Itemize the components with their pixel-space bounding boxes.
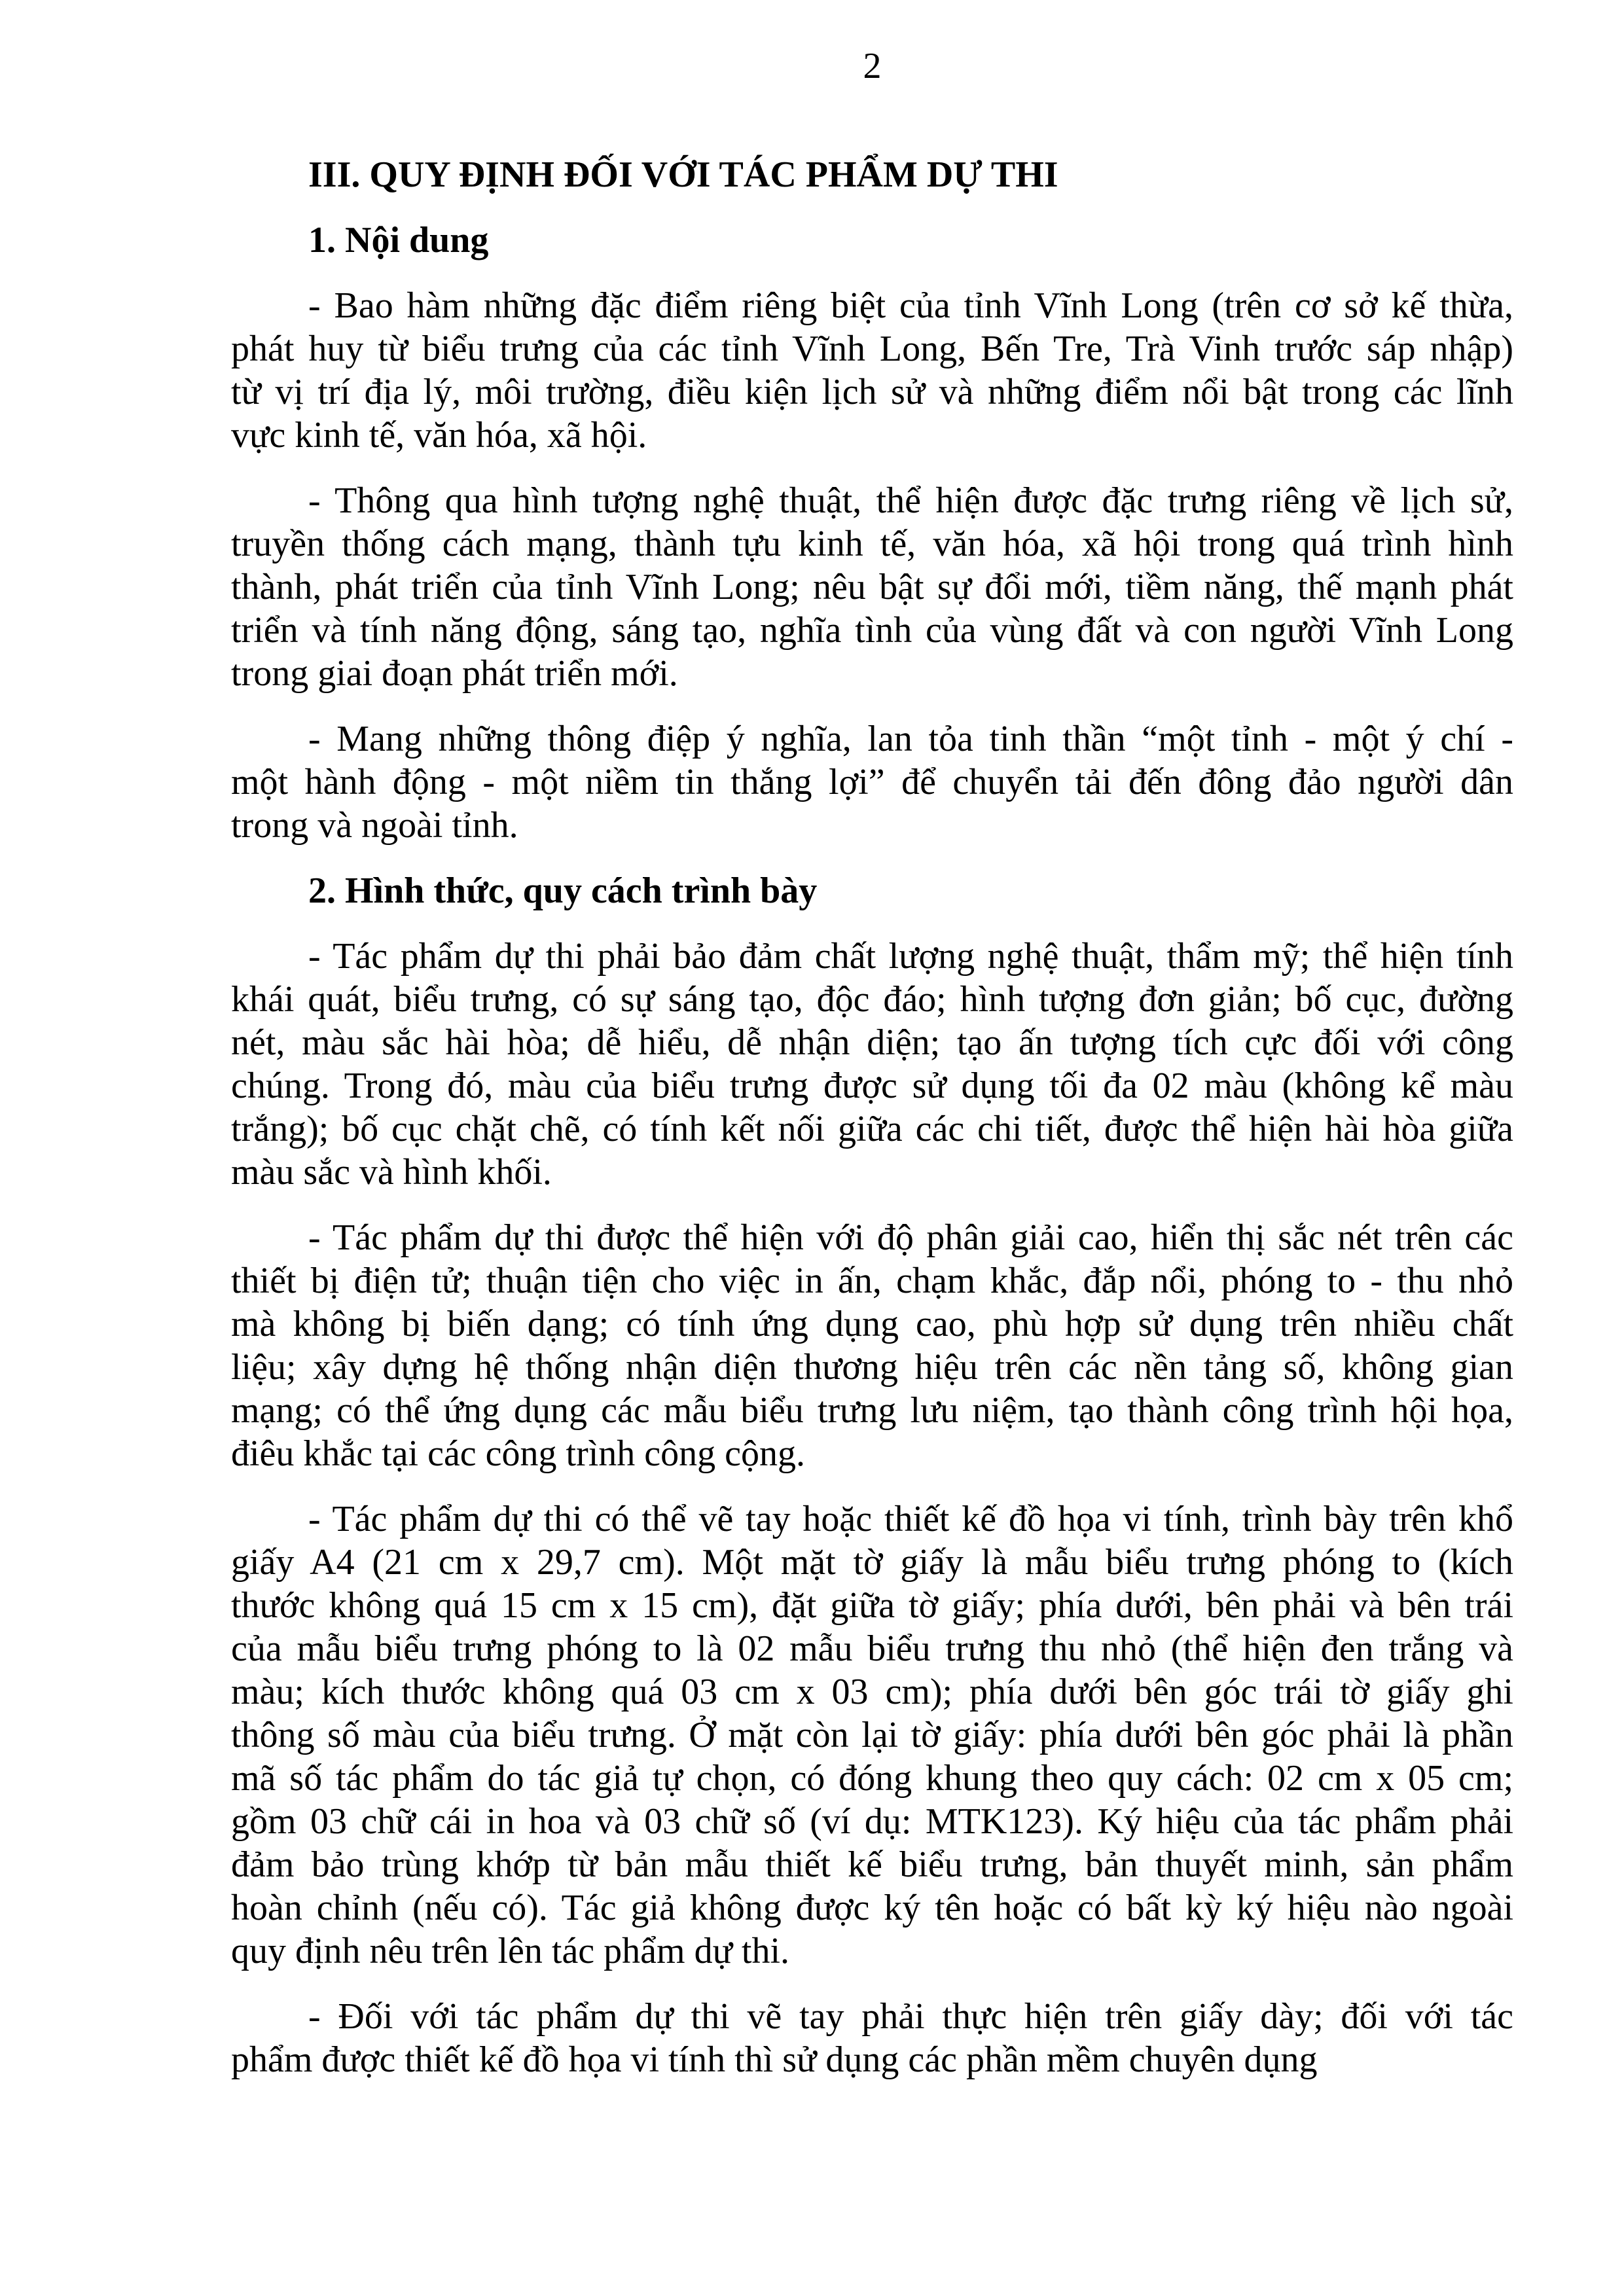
text-line: thông số màu của biểu trưng. Ở mặt còn lại tờ giấy: phía dưới bên góc phải là phần — [231, 1715, 1513, 1755]
text-line: - Bao hàm những đặc điểm riêng biệt của tỉnh Vĩnh Long (trên cơ sở kế thừa, — [308, 285, 1513, 326]
text-line: - Tác phẩm dự thi có thể vẽ tay hoặc thiết kế đồ họa vi tính, trình bày trên khổ — [308, 1499, 1513, 1539]
text-line: của mẫu biểu trưng phóng to là 02 mẫu biểu trưng thu nhỏ (thể hiện đen trắng và — [231, 1628, 1513, 1669]
text-line: đảm bảo trùng khớp từ bản mẫu thiết kế biểu trưng, bản thuyết minh, sản phẩm — [231, 1844, 1513, 1885]
paragraph — [231, 284, 1513, 457]
text-line: - Thông qua hình tượng nghệ thuật, thể hiện được đặc trưng riêng về lịch sử, — [308, 480, 1513, 521]
text-line: quy định nêu trên lên tác phẩm dự thi. — [231, 1931, 790, 1971]
text-line: - Tác phẩm dự thi được thể hiện với độ phân giải cao, hiển thị sắc nét trên các — [308, 1217, 1513, 1258]
text-line: mạng; có thể ứng dụng các mẫu biểu trưng lưu niệm, tạo thành công trình hội họa, — [231, 1390, 1513, 1431]
text-line: điêu khắc tại các công trình công cộng. — [231, 1433, 805, 1474]
text-line: hoàn chỉnh (nếu có). Tác giả không được ký tên hoặc có bất kỳ ký hiệu nào ngoài — [231, 1888, 1513, 1928]
text-line: trong giai đoạn phát triển mới. — [231, 653, 678, 694]
paragraph — [231, 1216, 1513, 1475]
text-line: trắng); bố cục chặt chẽ, có tính kết nối giữa các chi tiết, được thể hiện hài hòa giữa — [231, 1109, 1513, 1149]
text-line: một hành động - một niềm tin thắng lợi” để chuyển tải đến đông đảo người dân — [231, 762, 1513, 802]
text-line: trong và ngoài tỉnh. — [231, 805, 518, 846]
text-line: - Đối với tác phẩm dự thi vẽ tay phải thực hiện trên giấy dày; đối với tác — [308, 1996, 1513, 2037]
paragraph — [231, 717, 1513, 847]
text-line: mã số tác phẩm do tác giả tự chọn, có đóng khung theo quy cách: 02 cm x 05 cm; — [231, 1758, 1513, 1799]
sub-heading: 2. Hình thức, quy cách trình bày — [308, 870, 818, 911]
text-line: nét, màu sắc hài hòa; dễ hiểu, dễ nhận diện; tạo ấn tượng tích cực đối với công — [231, 1022, 1513, 1063]
text-line: gồm 03 chữ cái in hoa và 03 chữ số (ví dụ: MTK123). Ký hiệu của tác phẩm phải — [231, 1801, 1513, 1842]
text-line: khái quát, biểu trưng, có sự sáng tạo, độc đáo; hình tượng đơn giản; bố cục, đường — [231, 979, 1513, 1020]
document-content — [231, 45, 1513, 2081]
document-body — [231, 153, 1513, 2081]
text-line: - Mang những thông điệp ý nghĩa, lan tỏa tinh thần “một tỉnh - một ý chí - — [308, 719, 1513, 759]
paragraph — [231, 1995, 1513, 2081]
text-line: truyền thống cách mạng, thành tựu kinh tế, văn hóa, xã hội trong quá trình hình — [231, 524, 1513, 564]
text-line: vực kinh tế, văn hóa, xã hội. — [231, 415, 647, 456]
paragraph — [231, 479, 1513, 695]
text-line: phát huy từ biểu trưng của các tỉnh Vĩnh Long, Bến Tre, Trà Vinh trước sáp nhập) — [231, 329, 1513, 369]
text-line: - Tác phẩm dự thi phải bảo đảm chất lượng nghệ thuật, thẩm mỹ; thể hiện tính — [308, 936, 1513, 977]
paragraph — [231, 1498, 1513, 1973]
sub-heading: 1. Nội dung — [308, 220, 489, 260]
text-line: chúng. Trong đó, màu của biểu trưng được sử dụng tối đa 02 màu (không kể màu — [231, 1066, 1513, 1106]
paragraph — [231, 935, 1513, 1194]
text-line: phẩm được thiết kế đồ họa vi tính thì sử dụng các phần mềm chuyên dụng — [231, 2039, 1318, 2080]
text-line: thành, phát triển của tỉnh Vĩnh Long; nêu bật sự đổi mới, tiềm năng, thế mạnh phát — [231, 567, 1513, 607]
text-line: từ vị trí địa lý, môi trường, điều kiện lịch sử và những điểm nổi bật trong các lĩnh — [231, 372, 1513, 412]
text-line: thước không quá 15 cm x 15 cm), đặt giữa tờ giấy; phía dưới, bên phải và bên trái — [231, 1585, 1513, 1626]
text-line: mà không bị biến dạng; có tính ứng dụng cao, phù hợp sử dụng trên nhiều chất — [231, 1304, 1513, 1344]
section-heading: III. QUY ĐỊNH ĐỐI VỚI TÁC PHẨM DỰ THI — [308, 154, 1058, 195]
page-number: 2 — [863, 46, 882, 86]
text-line: triển và tính năng động, sáng tạo, nghĩa tình của vùng đất và con người Vĩnh Long — [231, 610, 1513, 651]
text-line: thiết bị điện tử; thuận tiện cho việc in ấn, chạm khắc, đắp nổi, phóng to - thu nhỏ — [231, 1261, 1513, 1301]
text-line: liệu; xây dựng hệ thống nhận diện thương hiệu trên các nền tảng số, không gian — [231, 1347, 1513, 1388]
text-line: màu; kích thước không quá 03 cm x 03 cm); phía dưới bên góc trái tờ giấy ghi — [231, 1672, 1513, 1712]
text-line: giấy A4 (21 cm x 29,7 cm). Một mặt tờ giấy là mẫu biểu trưng phóng to (kích — [231, 1542, 1513, 1583]
text-line: màu sắc và hình khối. — [231, 1152, 552, 1193]
